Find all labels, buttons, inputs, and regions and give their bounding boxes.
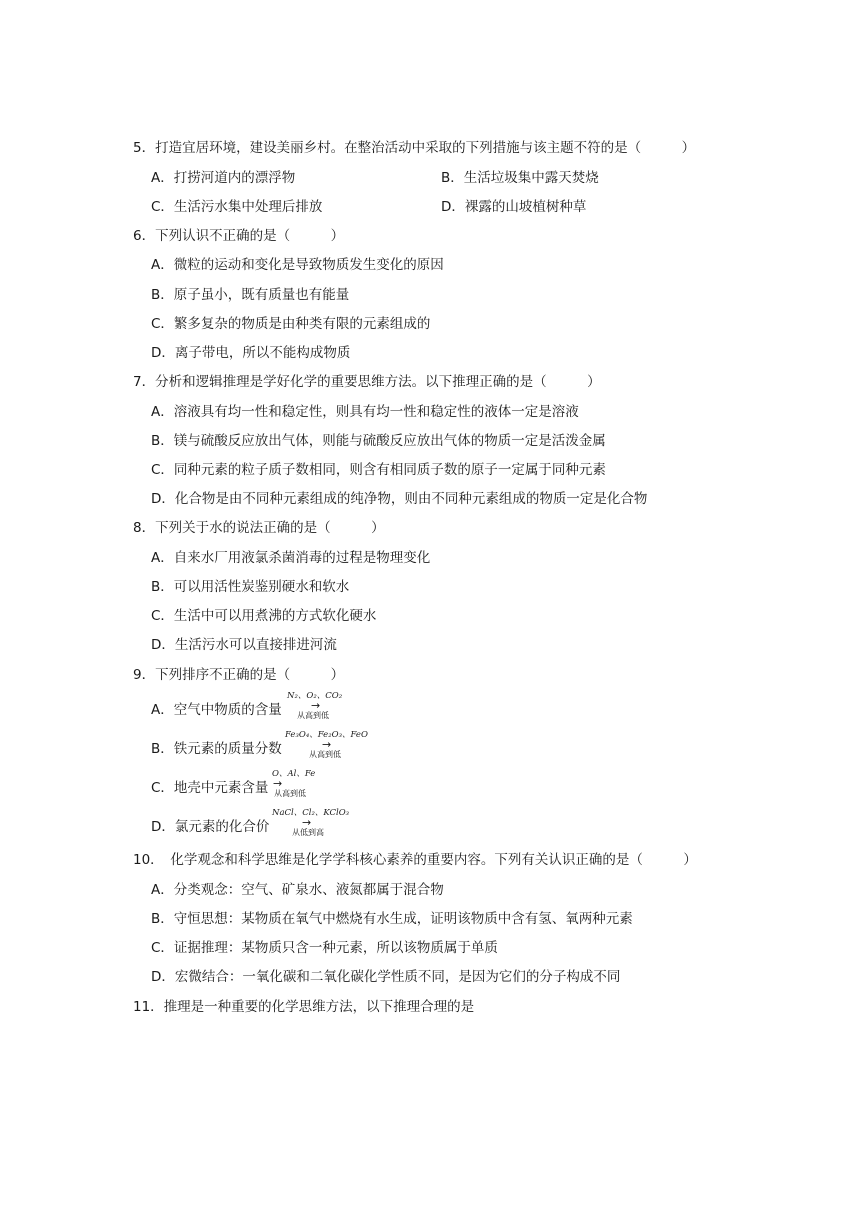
formula-bottom: 从高到低: [297, 711, 329, 720]
question-11-stem: 11．推理是一种重要的化学思维方法，以下推理合理的是: [133, 999, 475, 1015]
question-7-option-c: C．同种元素的粒子质子数相同，则含有相同质子数的原子一定属于同种元素: [151, 462, 606, 478]
question-5-option-b: B．生活垃圾集中露天焚烧: [441, 170, 599, 186]
formula-top: N₂、O₂、CO₂: [287, 691, 343, 701]
arrow-icon: →: [302, 816, 312, 829]
question-10-option-b: B．守恒思想：某物质在氧气中燃烧有水生成，证明该物质中含有氢、氧两种元素: [151, 911, 633, 927]
question-6-option-b: B．原子虽小，既有质量也有能量: [151, 287, 350, 303]
question-9-stem: 9．下列排序不正确的是（ ）: [133, 667, 345, 683]
formula-top: O、Al、Fe: [272, 769, 316, 779]
formula-bottom: 从高到低: [274, 789, 306, 798]
question-9-option-d-formula: [272, 808, 349, 838]
question-10-stem: 10． 化学观念和科学思维是化学学科核心素养的重要内容。下列有关认识正确的是（ ）: [133, 852, 697, 868]
question-8-option-c: C．生活中可以用煮沸的方式软化硬水: [151, 608, 377, 624]
question-10-option-a: A．分类观念：空气、矿泉水、液氮都属于混合物: [151, 882, 444, 898]
question-7-stem: 7．分析和逻辑推理是学好化学的重要思维方法。以下推理正确的是（ ）: [133, 374, 601, 390]
question-10-option-c: C．证据推理：某物质只含一种元素，所以该物质属于单质: [151, 940, 498, 956]
question-9-option-a-formula: [287, 691, 342, 721]
question-9-option-a: A．空气中物质的含量: [151, 702, 282, 718]
question-7-option-a: A．溶液具有均一性和稳定性，则具有均一性和稳定性的液体一定是溶液: [151, 404, 579, 420]
question-9-option-d: D．氯元素的化合价: [151, 819, 270, 835]
question-5-option-d: D．裸露的山坡植树种草: [441, 199, 587, 215]
question-6-option-a: A．微粒的运动和变化是导致物质发生变化的原因: [151, 257, 444, 273]
question-8-stem: 8．下列关于水的说法正确的是（ ）: [133, 520, 385, 536]
formula-bottom: 从低到高: [292, 828, 324, 837]
question-7-option-b: B．镁与硫酸反应放出气体，则能与硫酸反应放出气体的物质一定是活泼金属: [151, 433, 606, 449]
question-9-option-b-formula: [285, 730, 368, 760]
question-8-option-a: A．自来水厂用液氯杀菌消毒的过程是物理变化: [151, 550, 431, 566]
question-9-option-c: C．地壳中元素含量: [151, 780, 269, 796]
arrow-icon: →: [273, 777, 283, 790]
arrow-icon: →: [322, 738, 332, 751]
question-6-option-c: C．繁多复杂的物质是由种类有限的元素组成的: [151, 316, 431, 332]
question-5-stem: 5．打造宜居环境，建设美丽乡村。在整治活动中采取的下列措施与该主题不符的是（ ）: [133, 140, 696, 156]
question-8-option-d: D．生活污水可以直接排进河流: [151, 637, 337, 653]
question-8-option-b: B．可以用活性炭鉴别硬水和软水: [151, 579, 350, 595]
question-9-option-b: B．铁元素的质量分数: [151, 741, 282, 757]
formula-top: Fe₃O₄、Fe₂O₃、FeO: [285, 730, 368, 740]
arrow-icon: →: [311, 699, 321, 712]
question-5-option-a: A．打捞河道内的漂浮物: [151, 170, 296, 186]
question-6-stem: 6．下列认识不正确的是（ ）: [133, 228, 345, 244]
question-10-option-d: D．宏微结合：一氧化碳和二氧化碳化学性质不同，是因为它们的分子构成不同: [151, 969, 621, 985]
formula-bottom: 从高到低: [309, 750, 341, 759]
question-9-option-c-formula: [272, 769, 315, 799]
question-6-option-d: D．离子带电，所以不能构成物质: [151, 345, 351, 361]
question-7-option-d: D．化合物是由不同种元素组成的纯净物，则由不同种元素组成的物质一定是化合物: [151, 491, 648, 507]
question-5-option-c: C．生活污水集中处理后排放: [151, 199, 323, 215]
formula-top: NaCl、Cl₂、KClO₃: [272, 808, 350, 818]
